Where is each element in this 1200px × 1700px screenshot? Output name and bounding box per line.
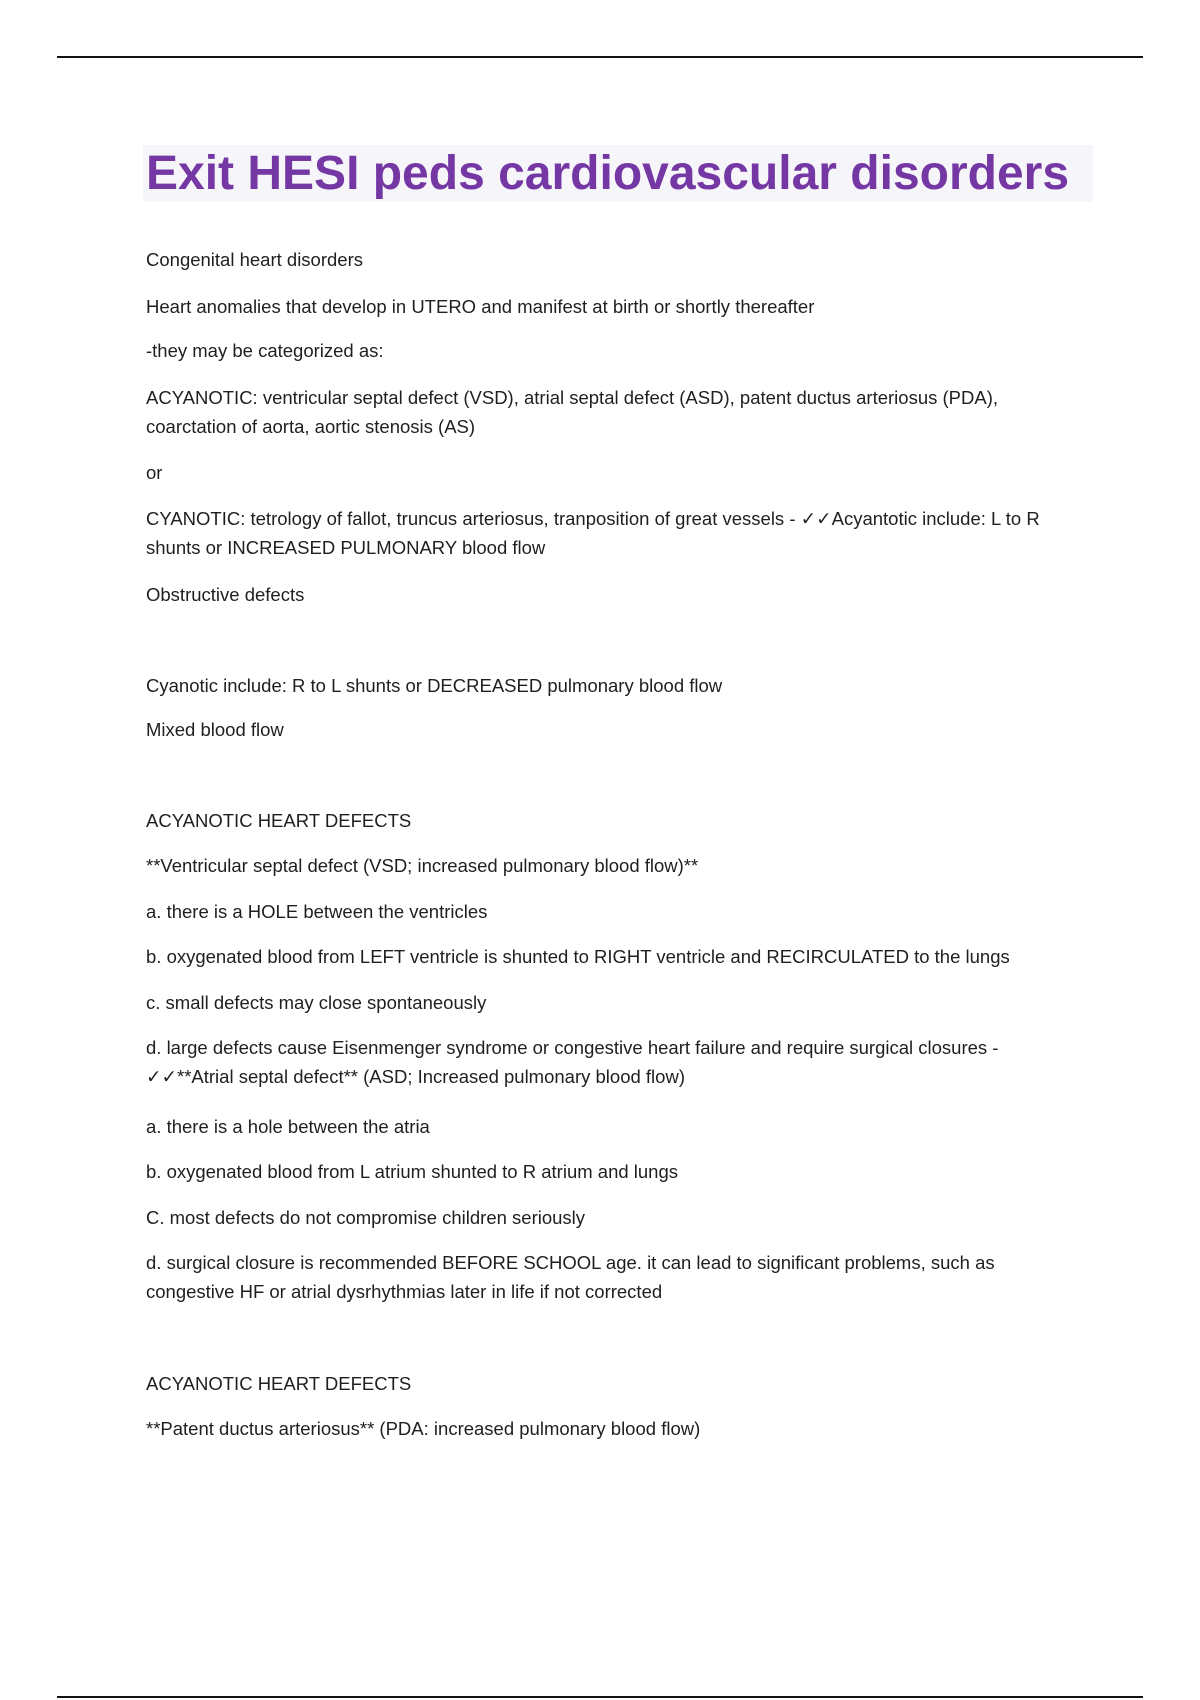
section-heading: ACYANOTIC HEART DEFECTS (146, 1373, 412, 1394)
bottom-rule (57, 1696, 1143, 1698)
paragraph: or (146, 462, 163, 483)
paragraph: **Patent ductus arteriosus** (PDA: increased pulmonary blood flow) (146, 1418, 701, 1439)
paragraph: **Ventricular septal defect (VSD; increased pulmonary blood flow)** (146, 855, 699, 876)
list-item: d. surgical closure is recommended BEFORE SCHOOL age. it can lead to significant problems, such as congestive HF or atrial dysrhythmias later in life if not corrected (146, 1252, 995, 1302)
paragraph: CYANOTIC: tetrology of fallot, truncus arteriosus, tranposition of great vessels - ✓✓Acyantotic include: L to R shunts or INCREASED PULMONARY blood flow (146, 508, 1040, 558)
list-item: C. most defects do not compromise children seriously (146, 1207, 586, 1228)
page-title: Exit HESI peds cardiovascular disorders (146, 147, 1070, 200)
paragraph: ACYANOTIC: ventricular septal defect (VSD), atrial septal defect (ASD), patent ductus arteriosus (PDA), coarctation of aorta, aortic stenosis (AS) (146, 387, 999, 437)
paragraph: Congenital heart disorders (146, 249, 363, 270)
list-item: a. there is a hole between the atria (146, 1116, 430, 1137)
list-item: c. small defects may close spontaneously (146, 992, 487, 1013)
paragraph: Mixed blood flow (146, 719, 284, 740)
paragraph: Heart anomalies that develop in UTERO and manifest at birth or shortly thereafter (146, 296, 815, 317)
list-item: b. oxygenated blood from LEFT ventricle is shunted to RIGHT ventricle and RECIRCULATED to the lungs (146, 946, 1010, 967)
list-item: b. oxygenated blood from L atrium shunted to R atrium and lungs (146, 1161, 679, 1182)
section-heading: ACYANOTIC HEART DEFECTS (146, 810, 412, 831)
list-item: a. there is a HOLE between the ventricles (146, 901, 488, 922)
paragraph: Cyanotic include: R to L shunts or DECREASED pulmonary blood flow (146, 675, 723, 696)
paragraph: Obstructive defects (146, 584, 305, 605)
list-item: d. large defects cause Eisenmenger syndrome or congestive heart failure and require surgical closures - ✓✓**Atrial septal defect** (ASD; Increased pulmonary blood flow) (146, 1037, 999, 1087)
top-rule (57, 56, 1143, 58)
paragraph: -they may be categorized as: (146, 340, 384, 361)
